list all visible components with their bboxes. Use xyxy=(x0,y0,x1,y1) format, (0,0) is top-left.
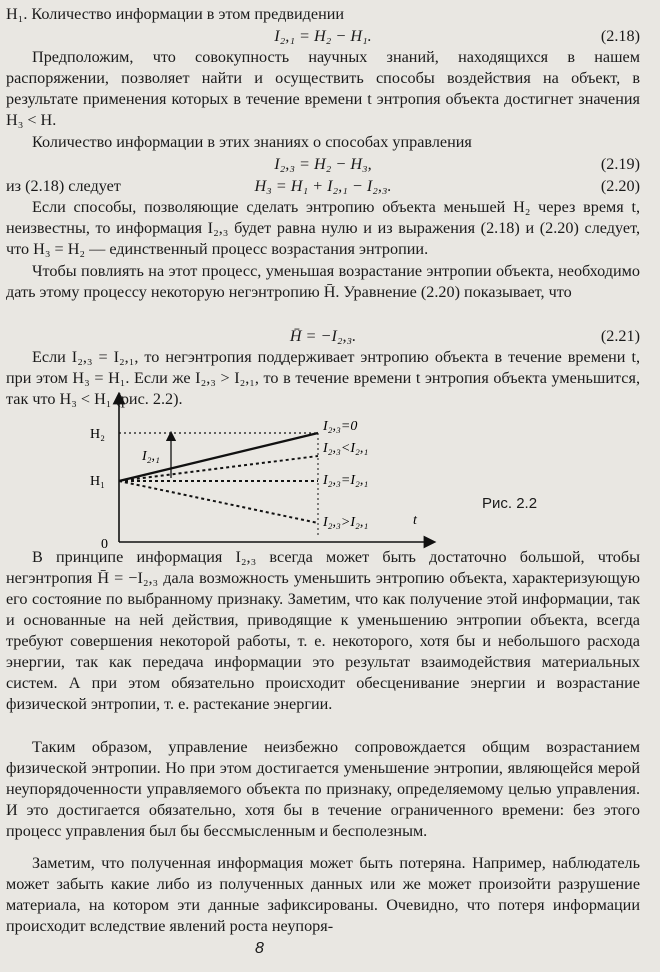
equation-formula: I₂,₃ = H₂ − H₃, xyxy=(274,155,372,173)
equation-number: (2.18) xyxy=(600,27,640,45)
equation-number: (2.19) xyxy=(600,155,640,173)
arrow-label-i21: I₂,₁ xyxy=(142,449,160,464)
equation-formula: I₂,₁ = H₂ − H₁. xyxy=(274,27,372,45)
equation-2-18 xyxy=(6,25,640,47)
equation-2-19 xyxy=(6,153,640,175)
equation-2-20 xyxy=(6,175,640,197)
paragraph-4: Чтобы повлиять на этот процесс, уменьшая возрастание энтропии объекта, необходимо дать этому процессу некоторую негэнтропию H̄. Уравнение (2.20) показывает, что xyxy=(6,262,640,301)
line-label-4: I₂,₃>I₂,₁ xyxy=(323,515,369,530)
paragraph-7: Таким образом, управление неизбежно сопровождается общим возрастанием физической энтропии. Но при этом достигается уменьшение энтропии, являющейся мерой неупорядоченности управляемого объекта по признаку, определяемому целью управления. И это достигается обязательно, хотя бы в течение ограниченного времени: без этого процесс управления был бы бессмысленным и бесполезным. xyxy=(6,738,640,840)
paragraph-1: Предположим, что совокупность научных знаний, находящихся в нашем распоряжении, позволяет найти и осуществить способы воздействия на объект, в результате применения которых в течение времени t энтропия объекта достигнет значения H₃ < H. xyxy=(6,48,640,129)
equation-2-21 xyxy=(6,325,640,347)
figure-caption: Рис. 2.2 xyxy=(482,495,538,512)
y-label-h1: H₁ xyxy=(90,474,105,489)
line-label-2: I₂,₃<I₂,₁ xyxy=(323,441,369,456)
line-label-3: I₂,₃=I₂,₁ xyxy=(323,473,369,488)
equation-lead-text: из (2.18) следует xyxy=(6,177,121,195)
paragraph-8: Заметим, что полученная информация может быть потеряна. Например, наблюдатель может забыть какие либо из полученных данных или же может произойти разрушение материала, на котором эти данные зафиксированы. Очевидно, что потеря информации происходит вследствие явлений роста неупоря- xyxy=(6,854,640,935)
y-label-h2: H₂ xyxy=(90,427,105,442)
equation-number: (2.21) xyxy=(600,327,640,345)
equation-formula: H₃ = H₁ + I₂,₁ − I₂,₃. xyxy=(254,177,392,195)
entropy-diagram xyxy=(70,392,570,560)
origin-label: 0 xyxy=(101,537,108,552)
equation-number: (2.20) xyxy=(600,177,640,195)
paragraph-2: Количество информации в этих знаниях о способах управления xyxy=(32,133,472,151)
top-line: H₁. Количество информации в этом предвидении xyxy=(6,5,345,23)
x-label-t: t xyxy=(413,513,417,528)
paragraph-6: В принципе информация I₂,₃ всегда может быть достаточно большой, чтобы негэнтропия H̄ = −I₂,₃ дала возможность уменьшить энтропию объекта, характеризующую его состояние по выбранному признаку. Заметим, что как получение этой информации, так и основанные на ней действия, приводящие к уменьшению энтропии объекта, всегда требуют совершения некоторой работы, т. е. некоторого, хотя бы и небольшого расхода энергии, так как передача информации это результат взаимодействия материальных систем. А при этом обязательно происходит обесценивание энергии и возрастание физической энтропии, т. е. растекание энергии. xyxy=(6,548,640,713)
line-i23-greater xyxy=(119,481,318,523)
paragraph-3: Если способы, позволяющие сделать энтропию объекта меньшей H₂ через время t, неизвестны, то информация I₂,₃ будет равна нулю и из выражения (2.18) и (2.20) следует, что H₃ = H₂ — единственный процесс возрастания энтропии. xyxy=(6,198,640,258)
paragraph-5: Если I₂,₃ = I₂,₁, то негэнтропия поддерживает энтропию объекта в течение времени t, при этом H₃ = H₁. Если же I₂,₃ > I₂,₁, то в течение времени t энтропия объекта уменьшится, так что H₃ < H₁ (рис. 2.2). xyxy=(6,348,640,408)
equation-formula: H̄ = −I₂,₃. xyxy=(289,327,357,345)
line-label-1: I₂,₃=0 xyxy=(323,419,358,434)
page-number: 8 xyxy=(255,940,264,957)
